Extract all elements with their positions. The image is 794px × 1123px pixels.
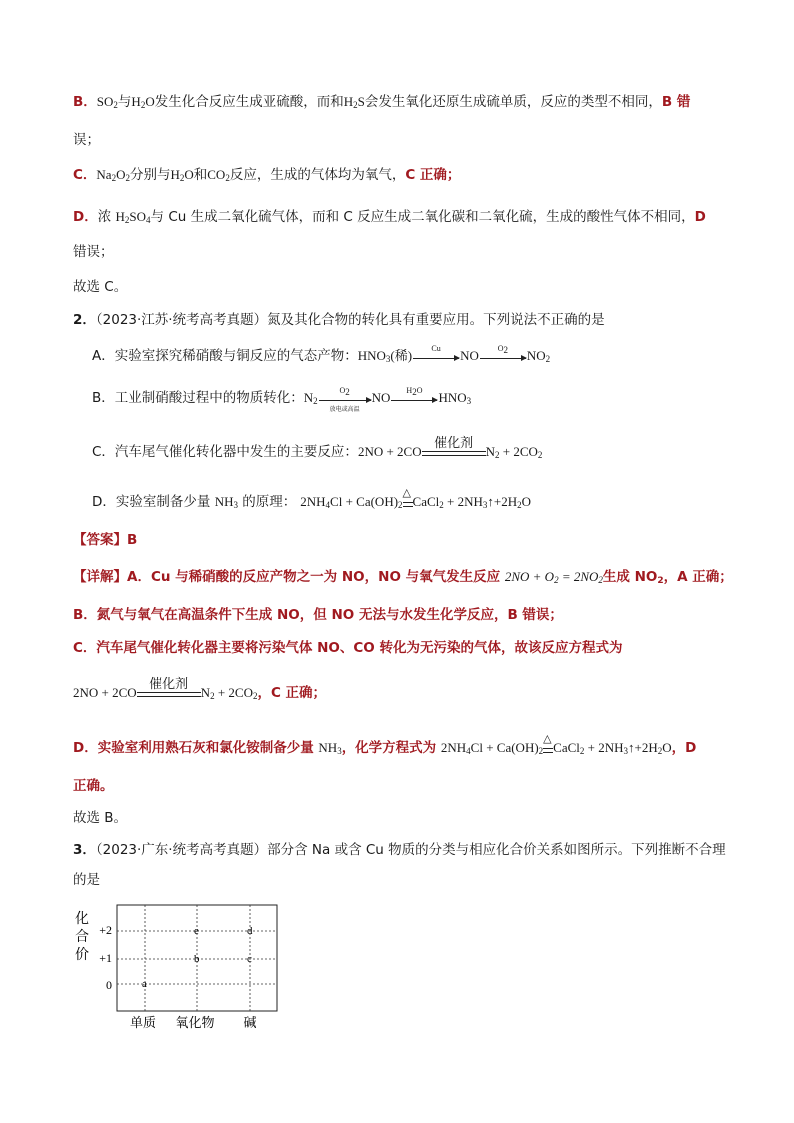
nh3-formula: $NH_3$ [318, 740, 342, 756]
option-label: 的原理： [237, 494, 297, 510]
h2so4-formula: $H_2SO_4$ [115, 209, 151, 225]
option-label: A．实验室探究稀硝酸与铜反应的气态产物： [92, 348, 358, 364]
option-b-line2: 误； [73, 132, 100, 148]
equation: 2NO + 2CO 催化剂 $N_2 + 2CO_2$ [357, 436, 543, 460]
option-label: D．实验室制备少量 [92, 494, 215, 510]
y-axis-label-char: 化 [75, 912, 89, 927]
heat-equals: △ [543, 742, 553, 756]
so2-formula: $SO_2$ [96, 94, 118, 110]
detail-b: B．氮气与氧气在高温条件下生成 NO，但 NO 无法与水发生化学反应，B 错误； [73, 607, 563, 623]
verdict: C 正确； [405, 167, 461, 183]
point-label-c: c [247, 953, 252, 965]
q2-option-b [92, 386, 472, 414]
co2-formula: $CO_2$ [207, 167, 230, 183]
na2o2-formula: $Na_2O_2$ [96, 167, 130, 183]
catalyst-equals: 催化剂 [422, 446, 486, 460]
text: ，化学方程式为 [341, 740, 441, 756]
option-b-line1 [73, 90, 690, 110]
reaction-arrow: $H_2O$ [391, 392, 437, 406]
reaction-arrow: $O_2$ [480, 350, 526, 364]
question-number: 2． [73, 312, 96, 328]
detail-d [73, 733, 697, 756]
verdict: B 错 [661, 94, 691, 110]
question-text: 部分含 Na 或含 Cu 物质的分类与相应化合价关系如图所示。下列推断不合理 [267, 842, 726, 858]
text: D．实验室利用熟石灰和氯化铵制备少量 [73, 740, 319, 756]
verdict: ，A 正确； [663, 569, 733, 585]
q2-option-d [92, 487, 532, 510]
option-label: B．工业制硝酸过程中的物质转化： [92, 390, 304, 406]
equation: 2NO + 2CO 催化剂 $N_2 + 2CO_2$ [73, 677, 258, 701]
question-source: （2023·江苏·统考高考真题） [95, 312, 268, 328]
text: A．Cu 与稀硝酸的反应产物之一为 NO，NO 与氧气发生反应 [127, 569, 505, 585]
answer-label: 【答案】B [73, 532, 138, 548]
text: 和 [193, 167, 208, 183]
y-axis-label-char: 合 [75, 930, 89, 945]
y-tick-label: +2 [99, 923, 112, 937]
h2s-formula: $H_2S$ [343, 94, 365, 110]
point-label-b: b [194, 953, 200, 965]
y-axis-label-char: 价 [75, 948, 89, 963]
x-tick-label: 氧化物 [175, 1015, 215, 1030]
text: 反应，生成的气体均为氧气， [229, 167, 406, 183]
detail-c-equation [73, 677, 327, 701]
option-d-line2: 错误； [73, 244, 114, 260]
q2-option-c [92, 436, 543, 460]
y-tick-label: +1 [99, 951, 112, 965]
choose-c: 故选 C。 [73, 279, 128, 295]
choose-b: 故选 B。 [73, 810, 128, 826]
nh3-formula: $NH_3$ [214, 494, 238, 510]
equation: $HNO_3$(稀) Cu NO $O_2$ $NO_2$ [357, 344, 551, 364]
y-axis-label [75, 911, 89, 963]
question-source: （2023·广东·统考高考真题） [95, 842, 268, 858]
detail-d-line2: 正确。 [73, 778, 114, 794]
equation: $2NH_4Cl + Ca(OH)_2$ △ CaCl$_2$ + $2NH_3↑+2H_2O$ [300, 487, 532, 510]
point-label-d: d [247, 925, 253, 937]
text: 与 [117, 94, 132, 110]
equation: $2NO + O_2 = 2NO_2$ [504, 569, 603, 585]
catalyst-equals: 催化剂 [137, 687, 201, 701]
point-label-a: a [142, 978, 147, 990]
option-c-line [73, 163, 460, 183]
heat-equals: △ [403, 496, 413, 510]
option-letter: D． [73, 209, 98, 225]
equation: $2NH_4Cl + Ca(OH)_2$ △ CaCl$_2$ + $2NH_3↑+2H_2O$ [440, 733, 672, 756]
point-label-e: e [194, 925, 199, 937]
points [142, 925, 253, 990]
x-tick-label: 单质 [129, 1015, 157, 1030]
option-label: C．汽车尾气催化转化器中发生的主要反应： [92, 444, 358, 460]
text: 会发生氧化还原生成硫单质，反应的类型不相同， [364, 94, 662, 110]
reaction-arrow: Cu [413, 350, 459, 364]
detail-a: 【详解】A．Cu 与稀硝酸的反应产物之一为 NO，NO 与氧气发生反应 $2NO + O_2 = 2NO_2$生成 $NO_2$，A 正确； [73, 569, 733, 586]
question-text: 氮及其化合物的转化具有重要应用。下列说法不正确的是 [267, 312, 605, 328]
verdict: ，D [671, 740, 697, 756]
q2-stem [73, 308, 605, 328]
y-ticks [99, 923, 112, 992]
valence-figure [70, 898, 290, 1033]
detail-c: C．汽车尾气催化转化器主要将污染气体 NO、CO 转化为无污染的气体，故该反应方程式为 [73, 640, 623, 656]
reaction-arrow: $O_2$ 放电或高温 [319, 392, 371, 406]
text: 浓 [97, 209, 116, 225]
text: 发生化合反应生成亚硫酸，而和 [154, 94, 344, 110]
h2o-formula: $H_2O$ [131, 94, 155, 110]
detail-tag: 【详解】 [73, 569, 127, 585]
q3-stem [73, 838, 726, 858]
question-number: 3． [73, 842, 96, 858]
option-letter: B． [73, 94, 97, 110]
text: 与 Cu 生成二氧化硫气体，而和 C 反应生成二氧化碳和二氧化硫，生成的酸性气体不相同， [150, 209, 695, 225]
q2-option-a [92, 344, 550, 364]
x-tick-label: 碱 [243, 1015, 257, 1030]
verdict: D [694, 209, 706, 225]
verdict: ，C 正确； [257, 685, 327, 701]
equation: $N_2$ $O_2$ 放电或高温 NO $H_2O$ $HNO_3$ [303, 386, 472, 414]
h2o-formula: $H_2O$ [170, 167, 194, 183]
option-d-line1 [73, 205, 706, 225]
option-letter: C． [73, 167, 97, 183]
text: 分别与 [129, 167, 171, 183]
text: 生成 NO [602, 569, 658, 585]
q3-stem-line2: 的是 [73, 872, 100, 888]
y-tick-label: 0 [106, 978, 112, 992]
x-ticks [130, 1015, 257, 1030]
